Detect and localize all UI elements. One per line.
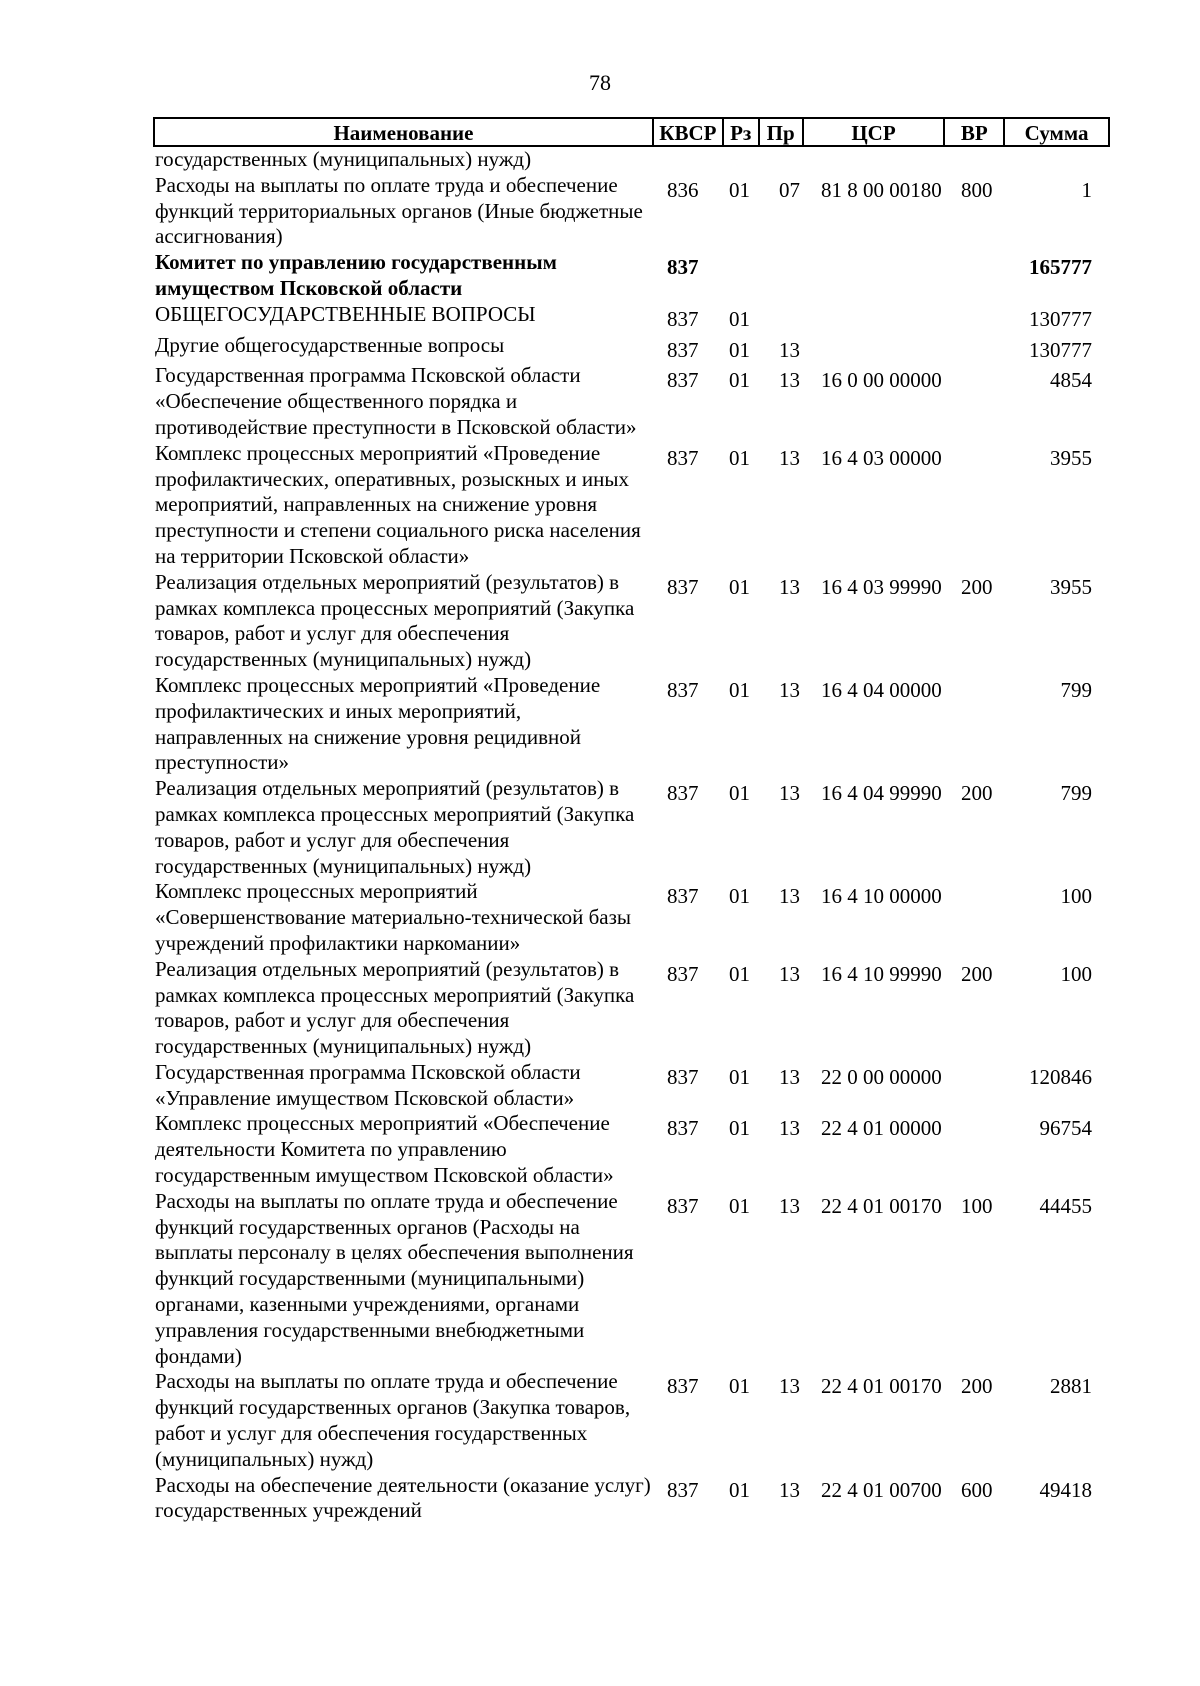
cell-vr [947,1060,1007,1065]
cell-vr: 200 [961,961,993,986]
cell-name: государственных (муниципальных) нужд) [155,147,532,171]
cell-csr: 16 4 03 99990 [821,574,942,599]
cell-kvsr: 837 [667,445,699,470]
cell-pr: 13 [779,1064,800,1089]
header-vr: ВР [945,119,1005,145]
cell-kvsr: 837 [667,1116,699,1141]
cell-rz: 01 [729,884,750,909]
table-row [155,1060,1110,1112]
cell-name: Комплекс процессных мероприятий «Совершенствование материально-технической базы учреждений профилактики наркомании» [155,879,632,955]
cell-vr: 100 [961,1193,993,1218]
cell-pr: 13 [779,961,800,986]
cell-sum: 4854 [1050,368,1092,393]
table-row [155,1369,1110,1472]
cell-sum: 100 [1060,884,1092,909]
cell-csr: 22 4 01 00170 [821,1193,942,1218]
cell-kvsr: 837 [667,306,699,331]
cell-sum: 49418 [1039,1477,1092,1502]
cell-csr: 81 8 00 00180 [821,177,942,202]
cell-sum: 130777 [1029,306,1092,331]
cell-kvsr: 837 [667,1374,699,1399]
cell-rz: 01 [729,961,750,986]
cell-pr: 13 [779,1116,800,1141]
header-csr: ЦСР [804,119,946,145]
cell-kvsr: 837 [667,368,699,393]
table-row [155,250,1110,302]
table-row [155,147,1110,173]
cell-name: Комплекс процессных мероприятий «Обеспечение деятельности Комитета по управлению государственным имуществом Псковской области» [155,1111,614,1188]
cell-pr: 07 [779,177,800,202]
table-row [155,1189,1110,1370]
cell-csr: 22 4 01 00700 [821,1477,942,1502]
cell-name: Расходы на выплаты по оплате труда и обеспечение функций территориальных органов (Иные бюджетные ассигнования) [155,172,643,249]
cell-vr [947,441,1007,446]
cell-name: Реализация отдельных мероприятий (результатов) в рамках комплекса процессных мероприятий (Закупка товаров, работ и услуг для обеспечения государственных (муниципальных) нужд) [155,956,635,1059]
cell-rz: 01 [729,1064,750,1089]
cell-rz: 01 [729,445,750,470]
table-body [155,147,1110,1524]
cell-sum: 96754 [1039,1116,1092,1141]
cell-sum: 3955 [1050,445,1092,470]
cell-kvsr: 837 [667,961,699,986]
cell-rz: 01 [729,1477,750,1502]
cell-name: Государственная программа Псковской области «Обеспечение общественного порядка и противодействие преступности в Псковской области» [155,363,637,439]
cell-kvsr: 837 [667,781,699,806]
table-row [155,441,1110,570]
cell-pr: 13 [779,1477,800,1502]
cell-pr: 13 [779,1374,800,1399]
cell-vr [947,363,1007,368]
cell-rz: 01 [729,677,750,702]
cell-rz: 01 [729,368,750,393]
header-sum: Сумма [1024,121,1089,145]
cell-csr: 22 4 01 00000 [821,1116,942,1141]
cell-csr: 22 4 01 00170 [821,1374,942,1399]
cell-vr: 200 [961,574,993,599]
cell-csr: 16 4 04 00000 [821,677,942,702]
table-row [155,673,1110,776]
cell-kvsr: 837 [667,337,699,362]
cell-kvsr: 837 [667,677,699,702]
header-kvsr: КВСР [654,119,724,145]
cell-kvsr: 837 [667,574,699,599]
cell-kvsr: 837 [667,1477,699,1502]
cell-vr: 600 [961,1477,993,1502]
table-row [155,363,1110,440]
cell-rz: 01 [729,1116,750,1141]
budget-table [155,117,1110,1524]
cell-csr [805,333,947,338]
cell-pr [761,302,805,307]
cell-sum: 100 [1060,961,1092,986]
table-row [155,957,1110,1060]
cell-pr: 13 [779,368,800,393]
cell-name: Реализация отдельных мероприятий (результатов) в рамках комплекса процессных мероприятий (Закупка товаров, работ и услуг для обеспечения государственных (муниципальных) нужд) [155,569,635,672]
table-row [155,1111,1110,1188]
cell-csr: 16 4 04 99990 [821,781,942,806]
header-rz: Рз [724,119,760,145]
cell-pr [761,250,805,255]
cell-sum: 165777 [1029,255,1092,280]
cell-vr [947,250,1007,255]
header-pr: Пр [760,119,804,145]
cell-name: Реализация отдельных мероприятий (результатов) в рамках комплекса процессных мероприятий (Закупка товаров, работ и услуг для обеспечения государственных (муниципальных) нужд) [155,776,635,878]
cell-pr: 13 [779,677,800,702]
cell-csr: 16 0 00 00000 [821,368,942,393]
table-row [155,570,1110,673]
cell-vr [947,673,1007,678]
cell-sum: 44455 [1039,1193,1092,1218]
cell-pr: 13 [779,337,800,362]
cell-vr [947,1111,1007,1116]
cell-rz: 01 [729,1374,750,1399]
table-row [155,173,1110,250]
cell-sum: 799 [1060,677,1092,702]
cell-name: Комитет по управлению государственным имуществом Псковской области [155,250,557,300]
cell-csr: 16 4 03 00000 [821,445,942,470]
table-row [155,302,1110,333]
table-row [155,1473,1110,1525]
cell-sum: 130777 [1029,337,1092,362]
header-name: Наименование [155,119,654,145]
cell-pr: 13 [779,445,800,470]
cell-kvsr: 837 [667,255,699,280]
cell-pr: 13 [779,1193,800,1218]
cell-name: Государственная программа Псковской области «Управление имуществом Псковской области» [155,1059,581,1110]
cell-csr: 16 4 10 00000 [821,884,942,909]
table-header [153,117,1110,147]
cell-kvsr: 836 [667,177,699,202]
cell-name: ОБЩЕГОСУДАРСТВЕННЫЕ ВОПРОСЫ [155,301,536,326]
cell-sum: 120846 [1029,1064,1092,1089]
cell-name: Комплекс процессных мероприятий «Проведение профилактических и иных мероприятий, направленных на снижение уровня рецидивной преступности» [155,672,601,775]
table-row [155,776,1110,879]
cell-pr: 13 [779,884,800,909]
cell-csr: 16 4 10 99990 [821,961,942,986]
cell-name: Расходы на выплаты по оплате труда и обеспечение функций государственных органов (Закупка товаров, работ и услуг для обеспечения государственных (муниципальных) нужд) [155,1369,631,1471]
page-number: 78 [589,70,611,95]
cell-rz: 01 [729,337,750,362]
cell-vr: 800 [961,177,993,202]
cell-kvsr: 837 [667,884,699,909]
cell-vr: 200 [961,781,993,806]
cell-csr [805,250,947,255]
cell-csr [805,302,947,307]
cell-kvsr: 837 [667,1193,699,1218]
cell-rz: 01 [729,306,750,331]
cell-rz: 01 [729,1193,750,1218]
cell-sum: 2881 [1050,1374,1092,1399]
cell-vr [947,302,1007,307]
cell-rz [725,250,761,255]
cell-pr: 13 [779,574,800,599]
cell-name: Комплекс процессных мероприятий «Проведение профилактических, оперативных, розыскных и иных мероприятий, направленных на снижение уровня преступности и степени социального риска населения на территории Псковской области» [155,440,641,568]
cell-rz: 01 [729,177,750,202]
cell-sum: 1 [1081,177,1092,202]
cell-vr [947,333,1007,338]
cell-vr [947,879,1007,884]
cell-pr: 13 [779,781,800,806]
cell-name: Другие общегосударственные вопросы [155,332,505,357]
cell-rz: 01 [729,574,750,599]
cell-name: Расходы на выплаты по оплате труда и обеспечение функций государственных органов (Расходы на выплаты персоналу в целях обеспечения выполнения функций государственными (муниципальными) органами, казенными учреждениями, органами управления государственными внебюджетными фондами) [155,1188,634,1368]
table-row [155,333,1110,364]
cell-rz: 01 [729,781,750,806]
cell-name: Расходы на обеспечение деятельности (оказание услуг) государственных учреждений [155,1472,651,1523]
cell-sum: 3955 [1050,574,1092,599]
cell-kvsr: 837 [667,1064,699,1089]
cell-vr: 200 [961,1374,993,1399]
cell-csr: 22 0 00 00000 [821,1064,942,1089]
cell-sum: 799 [1060,781,1092,806]
table-row [155,879,1110,956]
